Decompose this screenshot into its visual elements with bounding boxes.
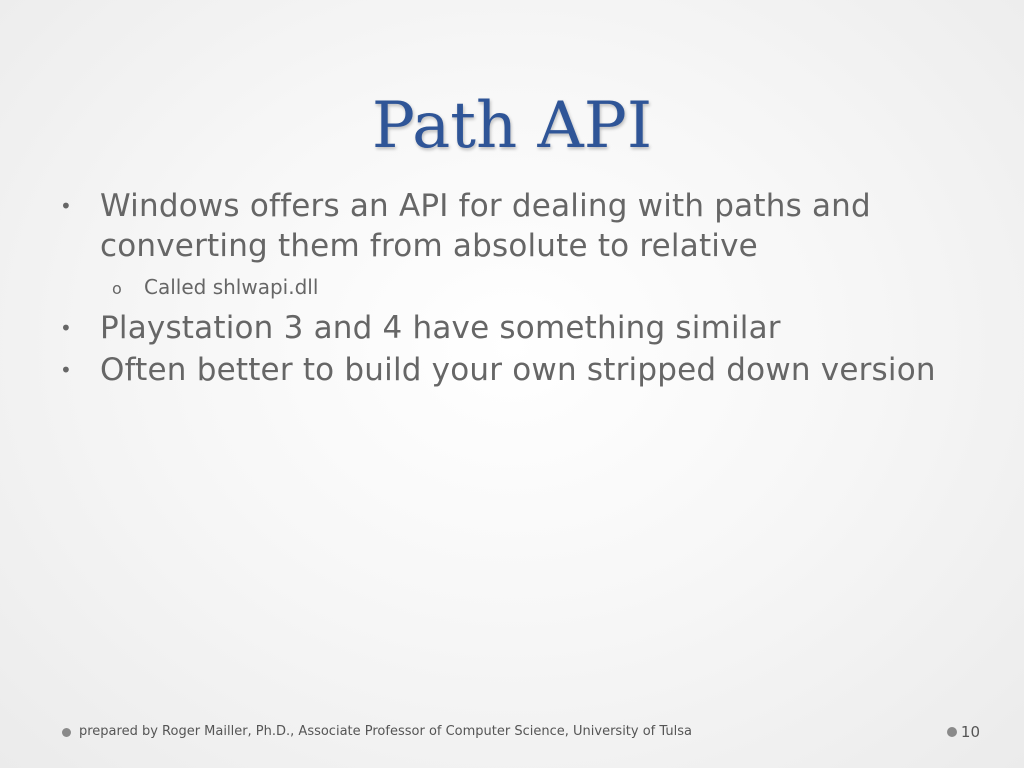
bullet-item [56,350,956,390]
bullet-marker: • [60,194,72,218]
sub-bullet-item [56,266,956,308]
bullet-text: Often better to build your own stripped down version [100,352,936,388]
page-number [947,722,980,742]
footer-text: prepared by Roger Mailler, Ph.D., Associate Professor of Computer Science, University of Tulsa [79,724,692,739]
sub-bullet-text: Called shlwapi.dll [144,275,319,299]
bullet-list [56,186,956,390]
footer-dot-icon [62,728,71,737]
sub-bullet-marker: o [112,279,122,298]
page-dot-icon [947,727,957,737]
bullet-text: Playstation 3 and 4 have something similar [100,310,781,346]
footer [62,722,692,742]
page-number-text: 10 [960,723,980,741]
bullet-item [56,186,956,266]
bullet-marker: • [60,358,72,382]
bullet-item [56,308,956,348]
bullet-text: Windows offers an API for dealing with paths and converting them from absolute to relative [100,188,871,264]
slide-title: Path API [371,89,653,163]
bullet-marker: • [60,316,72,340]
